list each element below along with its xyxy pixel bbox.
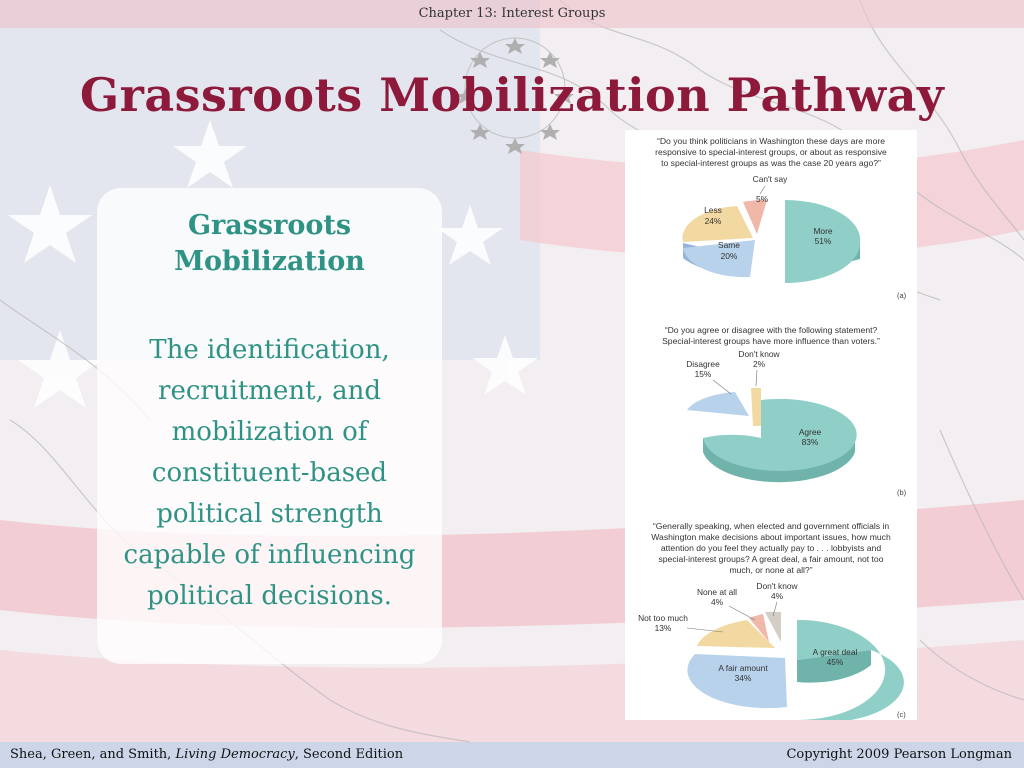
figure-c-question-1: “Generally speaking, when elected and government officials in — [652, 521, 890, 531]
figure-b — [662, 325, 907, 497]
pie-c-label-none-at-all: None at all — [696, 587, 738, 597]
slide-title: Grassroots Mobilization Pathway — [79, 68, 945, 122]
pie-a-label-same: Same — [718, 240, 740, 250]
figure-b-question-1: “Do you agree or disagree with the following statement? — [664, 325, 878, 335]
survey-pie-charts — [625, 130, 917, 720]
pie-b-label-agree: Agree — [798, 427, 822, 437]
figure-a-question-2: responsive to special-interest groups, or about as responsive — [655, 147, 887, 157]
heading-line-1: Grassroots — [187, 210, 352, 241]
pie-c-label-not-too-much: Not too much — [638, 613, 688, 623]
footer-bar — [0, 742, 1024, 768]
pie-a-value-more: 51% — [814, 236, 832, 246]
figure-c-question-5: much, or none at all?” — [729, 565, 813, 575]
citation-book-title: Living Democracy — [175, 747, 295, 762]
figure-b-sublabel: (b) — [897, 488, 907, 497]
pie-c-value-none-at-all: 4% — [710, 597, 724, 607]
definition-card — [97, 188, 442, 664]
pie-b-label-dont-know: Don't know — [738, 349, 780, 359]
figure-c-question-3: attention do you feel they actually pay to . . . lobbyists and — [660, 543, 882, 553]
footer-citation — [10, 742, 403, 768]
pie-b-slice-dont-know — [751, 388, 761, 426]
pie-a-label-cant-say: Can't say — [752, 174, 788, 184]
pie-c-label-fair-amount: A fair amount — [718, 663, 768, 673]
pie-b-value-disagree: 15% — [694, 369, 712, 379]
pie-b-value-agree: 83% — [801, 437, 819, 447]
figure-a-question-3: to special-interest groups as was the case 20 years ago?” — [661, 158, 881, 168]
pie-c-value-fair-amount: 34% — [734, 673, 752, 683]
pie-a-value-less: 24% — [704, 216, 722, 226]
citation-edition: , Second Edition — [294, 747, 404, 762]
pie-a-value-cant-say: 5% — [755, 194, 769, 204]
figure-a — [655, 136, 907, 300]
chapter-label: Chapter 13: Interest Groups — [418, 6, 606, 21]
citation-authors: Shea, Green, and Smith, — [10, 747, 176, 762]
figure-a-sublabel: (a) — [897, 291, 907, 300]
figure-c-sublabel: (c) — [897, 710, 906, 719]
figure-a-question-1: “Do you think politicians in Washington these days are more — [656, 136, 886, 146]
pie-c-value-great-deal: 45% — [826, 657, 844, 667]
figure-c-question-2: Washington make decisions about important issues, how much — [651, 532, 891, 542]
heading-line-2: Mobilization — [174, 246, 365, 277]
pie-c-value-not-too-much: 13% — [654, 623, 672, 633]
survey-figure-panel — [625, 130, 917, 720]
pie-b-slice-disagree — [687, 392, 749, 416]
pie-c-value-dont-know: 4% — [770, 591, 784, 601]
definition-body: The identification, recruitment, and mobilization of constituent-based political strength capable of influencing political decisions. — [123, 335, 416, 611]
pie-c-label-dont-know: Don't know — [756, 581, 798, 591]
pie-a-label-less: Less — [704, 205, 722, 215]
chapter-header — [0, 0, 1024, 28]
figure-c — [638, 521, 906, 720]
pie-c-label-great-deal: A great deal — [812, 647, 858, 657]
pie-a-label-more: More — [813, 226, 833, 236]
figure-b-question-2: Special-interest groups have more influence than voters.” — [662, 336, 880, 346]
pie-b-value-dont-know: 2% — [752, 359, 766, 369]
figure-c-question-4: special-interest groups? A great deal, a fair amount, not too — [658, 554, 884, 564]
pie-a-value-same: 20% — [720, 251, 738, 261]
definition-heading — [97, 208, 442, 280]
pie-b-label-disagree: Disagree — [686, 359, 720, 369]
footer-copyright: Copyright 2009 Pearson Longman — [786, 747, 1012, 762]
